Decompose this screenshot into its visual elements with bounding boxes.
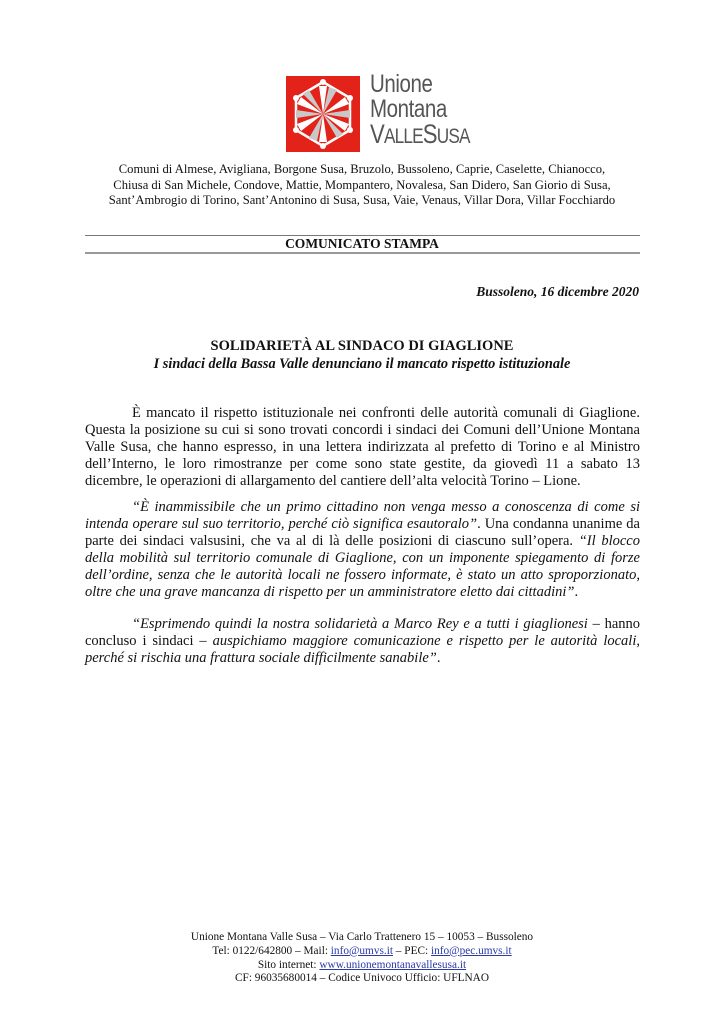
body-text: . <box>436 649 441 666</box>
phone-label: Tel: 0122/642800 – Mail: <box>212 944 331 957</box>
body-text: – hanno concluso i sindaci – <box>85 616 641 649</box>
body-text: . <box>574 583 579 600</box>
paragraph-1: È mancato il rispetto istituzionale nei confronti delle autorità comunali di Giaglione. Questa la posizione su cui si sono trovati concordi i sindaci dei Comuni dell’Unione Montana Valle Susa, che hanno espresso, in una lettera indirizzata al prefetto di Torino e al Ministro dell’Interno, le loro rimostranze per come sono state gestite, da giovedì 11 a sabato 13 dicembre, le operazioni di allargamento del cantiere dell’alta velocità Torino – Lione. <box>85 405 640 489</box>
article-title: SOLIDARIETÀ AL SINDACO DI GIAGLIONE <box>210 338 514 354</box>
municipalities-line: Chiusa di San Michele, Condove, Mattie, Mompantero, Novalesa, San Didero, San Giorio di Susa, <box>113 177 611 192</box>
website-label: Sito internet: <box>257 958 320 971</box>
footer <box>0 931 724 986</box>
logo-letters: USA <box>436 125 470 148</box>
website-link[interactable]: www.unionemontanavallesusa.it <box>319 958 467 971</box>
footer-website <box>0 959 724 973</box>
logo-letter: V <box>370 119 384 149</box>
dateline: Bussoleno, 16 dicembre 2020 <box>476 284 639 299</box>
pec-link[interactable]: info@pec.umvs.it <box>430 944 512 957</box>
paragraph-2 <box>85 499 640 600</box>
quote: auspichiamo maggiore comunicazione e rispetto per le autorità locali, perché si rischia una frattura sociale difficilmente sanabile” <box>85 632 640 666</box>
logo-line-2: Montana <box>370 95 447 123</box>
pec-label: – PEC: <box>392 944 431 957</box>
logo-letter: S <box>422 119 437 149</box>
footer-contacts <box>0 945 724 959</box>
footer-address: Unione Montana Valle Susa – Via Carlo Trattenero 15 – 10053 – Bussoleno <box>190 931 534 943</box>
footer-fiscal-code: CF: 96035680014 – Codice Univoco Ufficio: UFLNAO <box>235 972 489 985</box>
body-text: . Una condanna unanime da parte dei sindaci valsusini, che va al di là delle posizioni di ciascuno sull’opera. <box>85 515 640 549</box>
municipalities-line: Comuni di Almese, Avigliana, Borgone Susa, Bruzolo, Bussoleno, Caprie, Caselette, Chianocco, <box>118 162 606 176</box>
logo <box>286 70 470 156</box>
logo-line-3 <box>370 119 470 149</box>
quote: “È inammissibile che un primo cittadino non venga messo a conoscenza di come si intenda operare sul suo territorio, perché ciò significa esautoralo” <box>85 499 640 532</box>
municipalities-line: Sant’Ambrogio di Torino, Sant’Antonino di Susa, Susa, Vaie, Venaus, Villar Dora, Villar Focchiardo <box>108 193 616 207</box>
paragraph-3 <box>85 616 640 667</box>
quote: “Il blocco della mobilità sul territorio comunale di Giaglione, con un imponente spiegamento di forze dell’ordine, senza che le autorità locali ne fossero informate, è stato un atto sproporzionato, oltre che una grave mancanza di rispetto per un amministratore eletto dai cittadini” <box>85 532 640 600</box>
logo-wordmark <box>370 72 470 149</box>
member-municipalities <box>0 162 724 209</box>
article-subtitle: I sindaci della Bassa Valle denunciano il mancato rispetto istituzionale <box>153 356 571 372</box>
logo-line-1: Unione <box>370 70 433 98</box>
section-label: COMUNICATO STAMPA <box>285 236 439 251</box>
email-link[interactable]: info@umvs.it <box>330 944 393 957</box>
logo-star-icon <box>286 76 360 152</box>
divider-bottom <box>85 252 640 254</box>
quote: “Esprimendo quindi la nostra solidarietà a Marco Rey e a tutti i giaglionesi <box>132 616 588 632</box>
logo-letters: ALLE <box>383 125 423 148</box>
